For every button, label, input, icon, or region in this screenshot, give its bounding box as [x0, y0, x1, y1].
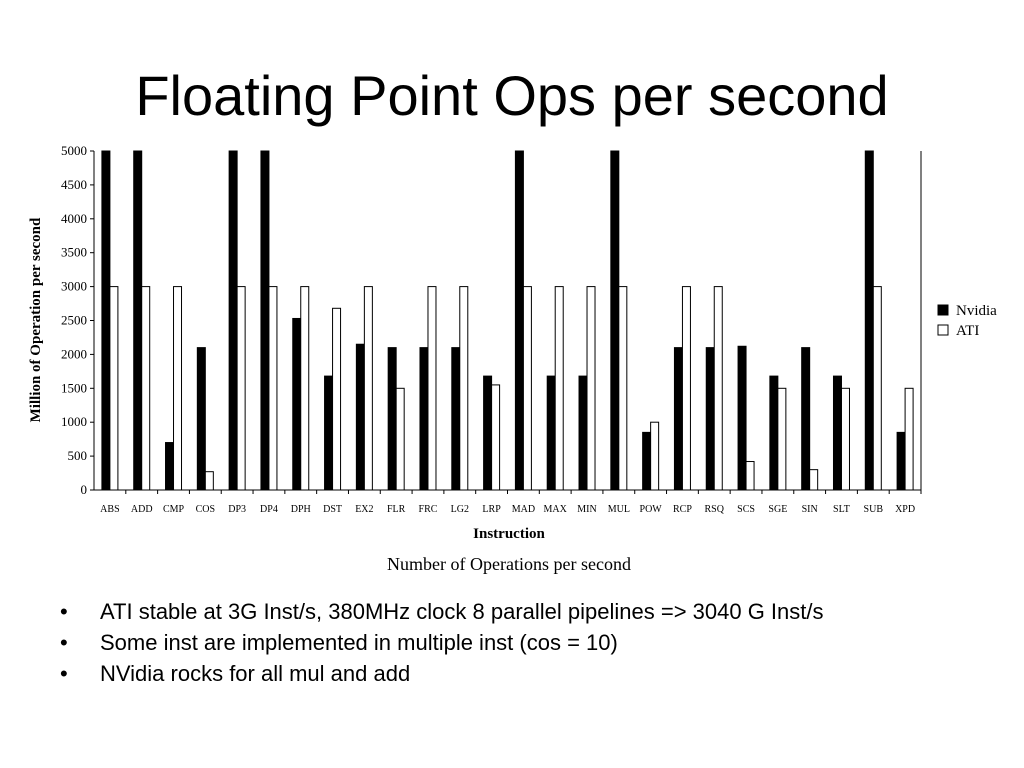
- bar-nvidia-pow: [643, 432, 651, 490]
- bar-ati-sub: [873, 287, 881, 490]
- bar-nvidia-sge: [770, 376, 778, 490]
- bar-ati-rsq: [714, 287, 722, 490]
- bar-nvidia-add: [134, 151, 142, 490]
- x-tick-label: SGE: [768, 504, 788, 515]
- x-tick-label: MAD: [511, 504, 536, 515]
- y-tick-label: 500: [67, 448, 87, 464]
- x-tick-label: MUL: [607, 504, 630, 515]
- bar-ati-min: [587, 287, 595, 490]
- bar-ati-mad: [523, 287, 531, 490]
- x-tick-label: ABS: [100, 504, 120, 515]
- y-tick-label: 4500: [61, 176, 87, 192]
- bar-nvidia-dp4: [261, 151, 269, 490]
- slide-title: Floating Point Ops per second: [135, 64, 889, 127]
- bar-ati-slt: [841, 388, 849, 490]
- bar-nvidia-rsq: [706, 348, 714, 490]
- bar-nvidia-scs: [738, 346, 746, 490]
- bar-ati-dp4: [269, 287, 277, 490]
- bar-nvidia-cmp: [166, 443, 174, 490]
- bar-ati-scs: [746, 462, 754, 490]
- bar-nvidia-lrp: [484, 376, 492, 490]
- x-tick-label: DPH: [290, 504, 311, 515]
- bar-nvidia-mad: [515, 151, 523, 490]
- bar-ati-sge: [778, 388, 786, 490]
- bullet-item: • Some inst are implemented in multiple inst (cos = 10): [60, 627, 824, 658]
- bar-nvidia-rcp: [674, 348, 682, 490]
- legend: [938, 303, 997, 339]
- legend-label-ati: ATI: [956, 323, 980, 339]
- chart-title: Number of Operations per second: [387, 554, 631, 574]
- y-tick-label: 3500: [61, 244, 87, 260]
- bar-ati-mul: [619, 287, 627, 490]
- x-tick-label: CMP: [162, 504, 185, 515]
- y-axis-label: Million of Operation per second: [28, 217, 44, 423]
- bar-nvidia-mul: [611, 151, 619, 490]
- bar-nvidia-abs: [102, 151, 110, 490]
- y-tick-label: 5000: [61, 143, 87, 158]
- y-tick-label: 4000: [61, 210, 87, 226]
- bar-nvidia-dph: [293, 318, 301, 490]
- bar-nvidia-max: [547, 376, 555, 490]
- bar-ati-xpd: [905, 388, 913, 490]
- x-tick-label: SLT: [833, 504, 850, 515]
- x-tick-label: MIN: [577, 504, 597, 515]
- y-tick-label: 2500: [61, 312, 87, 328]
- y-tick-label: 0: [80, 482, 87, 497]
- x-tick-label: SIN: [801, 504, 818, 515]
- bar-ati-dst: [333, 308, 341, 490]
- bar-nvidia-flr: [388, 348, 396, 490]
- bar-nvidia-sub: [865, 151, 873, 490]
- x-tick-label: POW: [639, 504, 662, 515]
- legend-swatch-nvidia: [938, 305, 948, 315]
- bar-ati-dp3: [237, 287, 245, 490]
- x-axis-label: Instruction: [473, 526, 545, 542]
- bar-ati-lrp: [492, 385, 500, 490]
- y-tick-label: 3000: [61, 278, 87, 294]
- x-tick-label: RCP: [672, 504, 692, 515]
- x-tick-label: DP3: [228, 504, 247, 515]
- bar-ati-dph: [301, 287, 309, 490]
- bullet-item: • ATI stable at 3G Inst/s, 380MHz clock 8 parallel pipelines => 3040 G Inst/s: [60, 596, 824, 627]
- legend-swatch-ati: [938, 325, 948, 335]
- bar-ati-cmp: [174, 287, 182, 490]
- x-tick-label: MAX: [543, 504, 567, 515]
- bar-ati-pow: [651, 422, 659, 490]
- bar-nvidia-xpd: [897, 432, 905, 490]
- bar-ati-cos: [205, 472, 213, 490]
- bar-nvidia-min: [579, 376, 587, 490]
- x-tick-label: EX2: [355, 504, 374, 515]
- bar-ati-flr: [396, 388, 404, 490]
- x-tick-label: RSQ: [704, 504, 724, 515]
- bullet-item: • NVidia rocks for all mul and add: [60, 658, 824, 689]
- bar-nvidia-dst: [325, 376, 333, 490]
- bar-ati-rcp: [682, 287, 690, 490]
- x-tick-label: LRP: [482, 504, 501, 515]
- bar-nvidia-lg2: [452, 348, 460, 490]
- bullet-list: [60, 596, 824, 689]
- x-tick-label: COS: [195, 504, 216, 515]
- bar-ati-ex2: [364, 287, 372, 490]
- axes: [90, 151, 921, 494]
- bar-nvidia-dp3: [229, 151, 237, 490]
- x-tick-label: DST: [323, 504, 343, 515]
- bar-ati-lg2: [460, 287, 468, 490]
- bars: [102, 151, 913, 490]
- y-tick-label: 1500: [61, 380, 87, 396]
- y-tick-label: 2000: [61, 346, 87, 362]
- x-tick-label: SUB: [863, 504, 884, 515]
- bar-ati-add: [142, 287, 150, 490]
- bar-ati-sin: [810, 470, 818, 490]
- bar-nvidia-ex2: [356, 344, 364, 490]
- bar-ati-max: [555, 287, 563, 490]
- bar-nvidia-frc: [420, 348, 428, 490]
- x-tick-label: FLR: [387, 504, 406, 515]
- x-tick-label: LG2: [450, 504, 469, 515]
- bar-ati-frc: [428, 287, 436, 490]
- bar-nvidia-slt: [833, 376, 841, 490]
- x-tick-label: FRC: [418, 504, 438, 515]
- bar-nvidia-sin: [802, 348, 810, 490]
- x-tick-label: SCS: [737, 504, 755, 515]
- bar-ati-abs: [110, 287, 118, 490]
- legend-label-nvidia: Nvidia: [956, 303, 997, 319]
- y-tick-label: 1000: [61, 414, 87, 430]
- x-tick-label: DP4: [260, 504, 278, 515]
- x-tick-label: ADD: [130, 504, 153, 515]
- x-tick-label: XPD: [895, 504, 916, 515]
- bar-nvidia-cos: [197, 348, 205, 490]
